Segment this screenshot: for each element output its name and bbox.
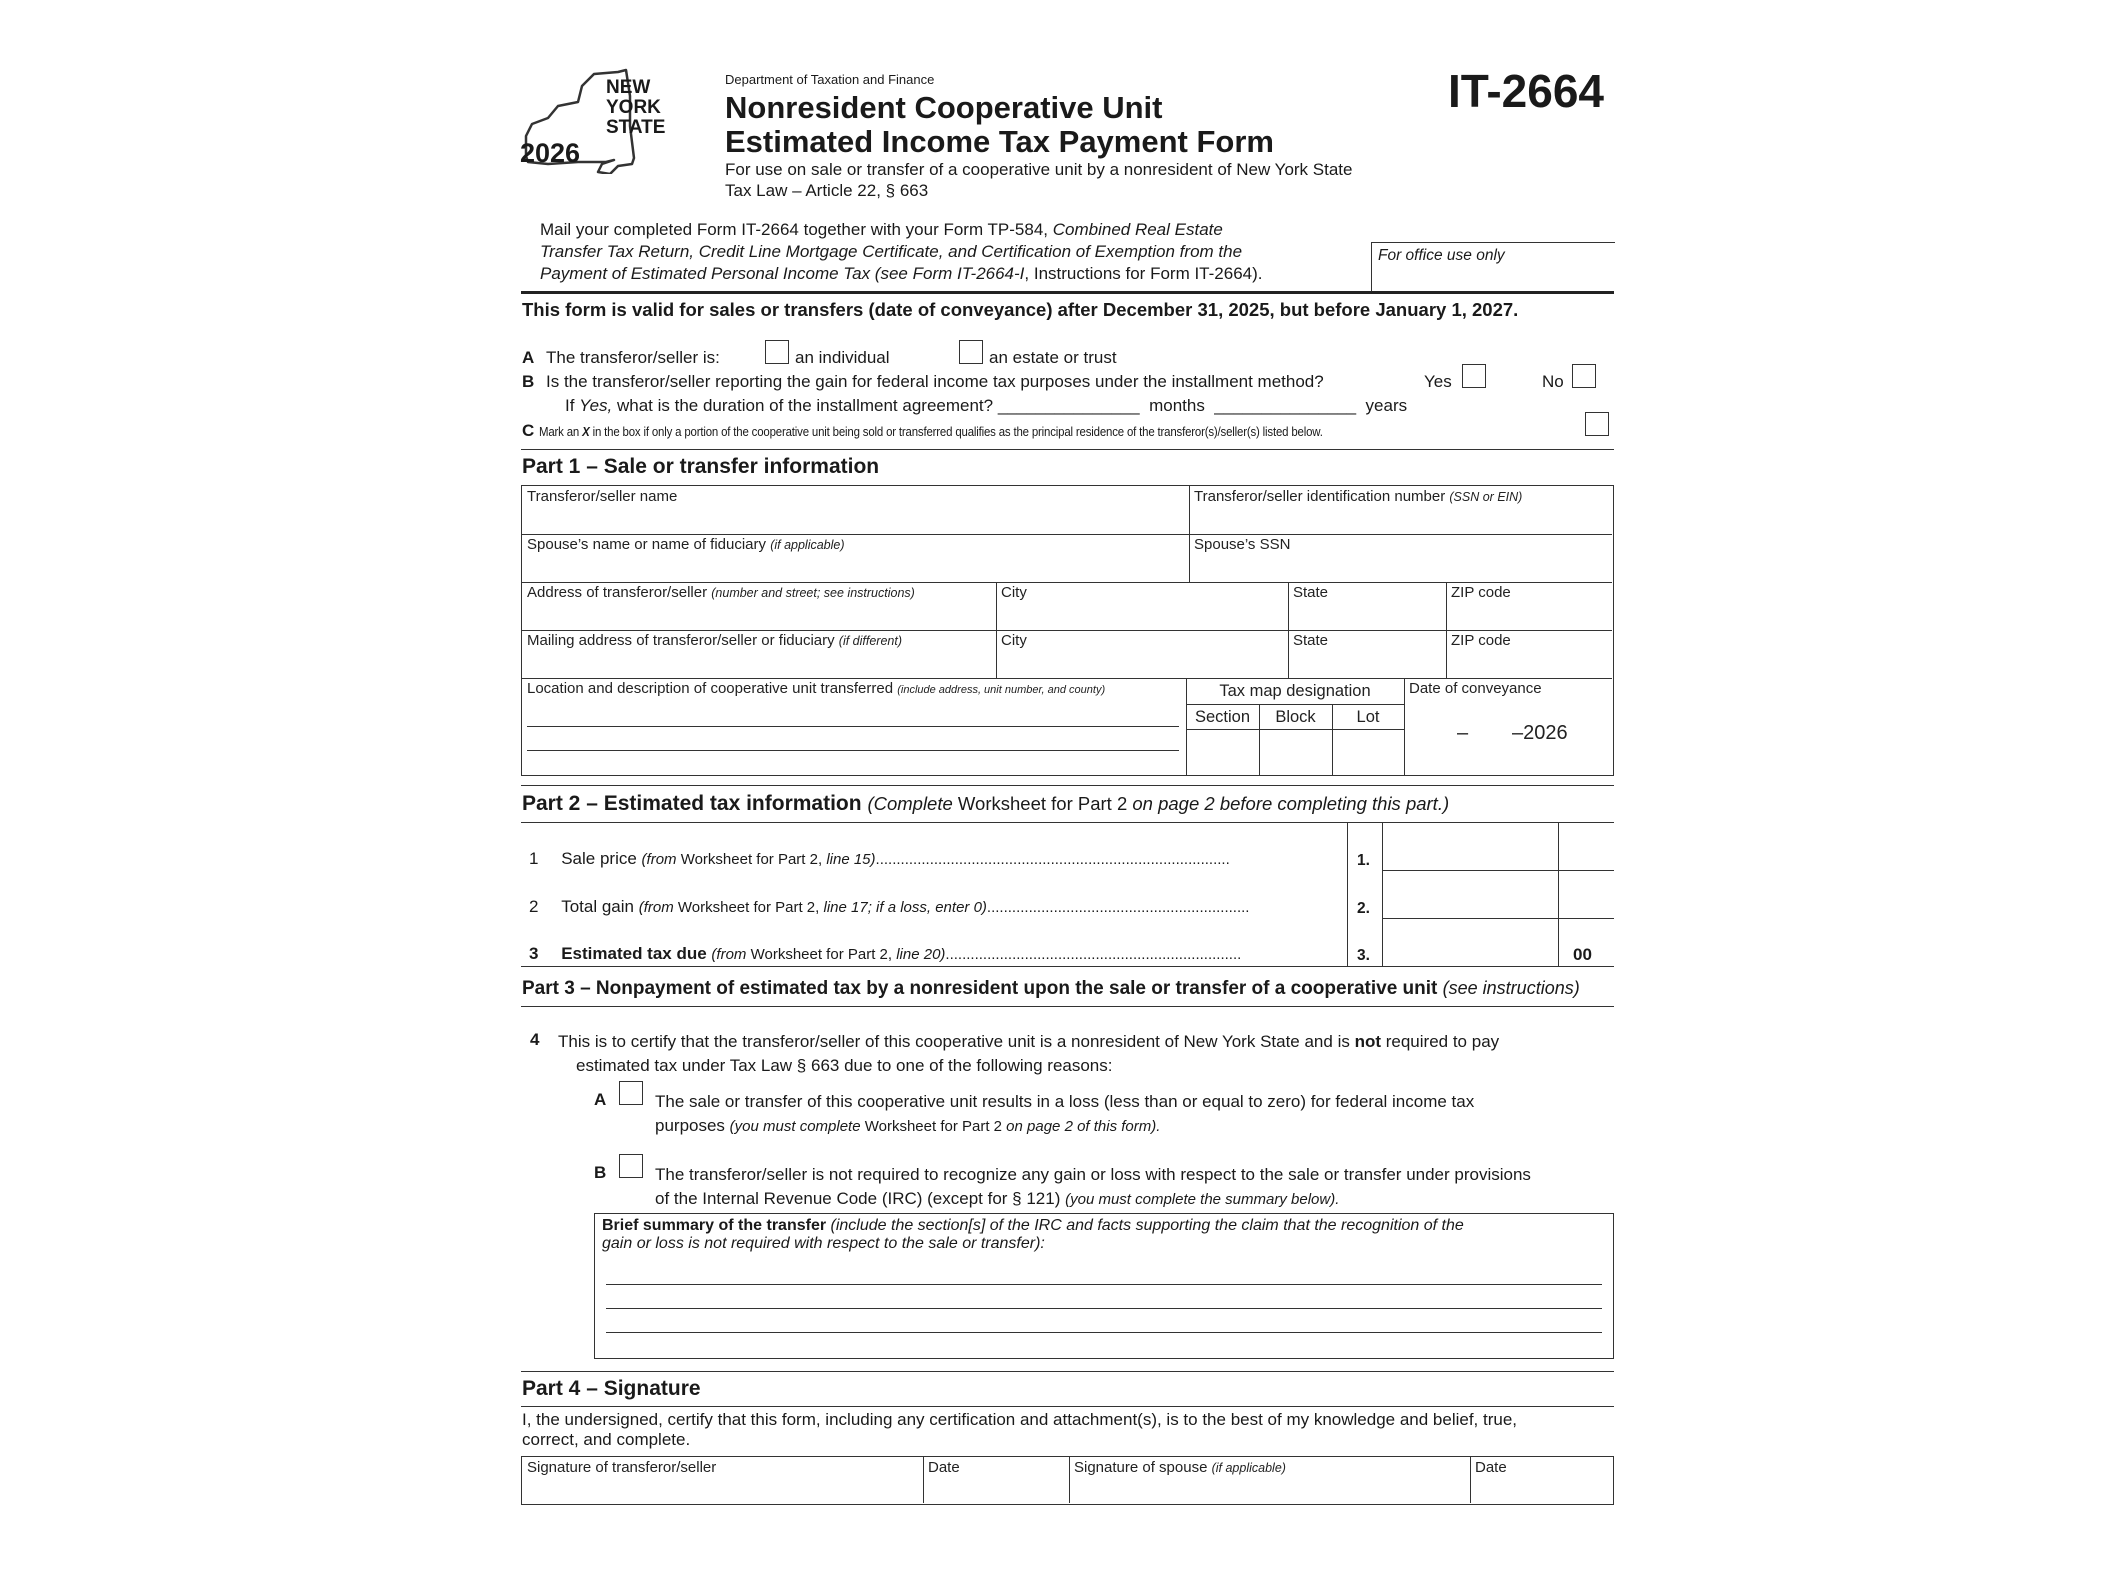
- line2-number: 2: [529, 897, 539, 916]
- form-subtitle2: Tax Law – Article 22, § 663: [725, 181, 929, 200]
- line3-row: 3 Estimated tax due (from Worksheet for Part 2, line 20).......................................................................: [529, 944, 1242, 963]
- section-label: Section: [1194, 708, 1251, 726]
- form-subtitle1: For use on sale or transfer of a cooperative unit by a nonresident of New York State: [725, 160, 1353, 179]
- option-b-letter: B: [594, 1163, 607, 1182]
- zip-label: ZIP code: [1451, 584, 1511, 601]
- spouse-signature-input[interactable]: [1072, 1477, 1467, 1501]
- location-line-1[interactable]: [527, 726, 1179, 727]
- part1-top-rule: [521, 449, 1614, 450]
- form-title-line1: Nonresident Cooperative Unit: [725, 90, 1163, 125]
- line2-row: 2 Total gain (from Worksheet for Part 2, line 17; if a loss, enter 0)...............................................................: [529, 897, 1250, 916]
- office-use-box: [1371, 242, 1615, 291]
- seller-signature-label: Signature of transferor/seller: [527, 1459, 717, 1476]
- summary-box: [594, 1213, 1614, 1359]
- line4-text: This is to certify that the transferor/seller of this cooperative unit is a nonresident of New York State and is not required to pay estimated tax under Tax Law § 663 due to one of the following reasons:: [558, 1032, 1500, 1075]
- part2-lines: [521, 823, 1614, 967]
- block-input[interactable]: [1261, 731, 1331, 773]
- spouse-date-label: Date: [1475, 1459, 1507, 1476]
- line1-amount-input[interactable]: [1384, 825, 1556, 869]
- line1-row: 1 Sale price (from Worksheet for Part 2, line 15).....................................................................................: [529, 849, 1230, 868]
- department-name: Department of Taxation and Finance: [725, 72, 935, 87]
- mailing-state-input[interactable]: [1291, 652, 1443, 676]
- mailing-zip-input[interactable]: [1449, 652, 1610, 676]
- line1-number: 1: [529, 849, 539, 868]
- seller-id-label: Transferor/seller identification number (SSN or EIN): [1194, 488, 1523, 505]
- certification-text: I, the undersigned, certify that this form, including any certification and attachment(s), is to the best of my knowledge and belief, true, correct, and complete.: [522, 1410, 1518, 1449]
- part3-title: Part 3 – Nonpayment of estimated tax by a nonresident upon the sale or transfer of a cooperative unit (see instructions): [522, 978, 1580, 999]
- option-a-letter: A: [594, 1090, 607, 1109]
- question-c: C Mark an X in the box if only a portion of the cooperative unit being sold or transferred qualifies as the principal residence of the transferor(s)/seller(s) listed below.: [522, 421, 1323, 440]
- section-input[interactable]: [1188, 731, 1258, 773]
- installment-yes-label: Yes: [1424, 372, 1452, 391]
- seller-name-label: Transferor/seller name: [527, 488, 678, 505]
- lot-input[interactable]: [1334, 731, 1403, 773]
- line3-amount-input[interactable]: [1384, 920, 1556, 964]
- date-year[interactable]: –2026: [1512, 722, 1568, 744]
- line3-number: 3: [529, 944, 539, 963]
- seller-name-input[interactable]: [524, 506, 1184, 532]
- question-b-letter: B: [522, 372, 535, 391]
- line1-box-number: 1.: [1357, 852, 1370, 869]
- line4-number: 4: [530, 1030, 540, 1049]
- installment-duration: If Yes, what is the duration of the installment agreement? _______________ months _______________ years: [565, 396, 1408, 415]
- individual-checkbox[interactable]: [765, 340, 789, 364]
- line3-cents: 00: [1573, 945, 1592, 964]
- option-a-checkbox[interactable]: [619, 1081, 643, 1105]
- part4-top-rule: [521, 1371, 1614, 1372]
- installment-no-label: No: [1542, 372, 1564, 391]
- form-number: IT-2664: [1448, 65, 1604, 117]
- part4-title: Part 4 – Signature: [522, 1377, 701, 1400]
- mailing-address-label: Mailing address of transferor/seller or fiduciary (if different): [527, 632, 903, 649]
- estate-trust-label: an estate or trust: [989, 348, 1117, 367]
- mailing-city-label: City: [1001, 632, 1027, 649]
- summary-line-3[interactable]: [606, 1332, 1602, 1333]
- address-input[interactable]: [524, 604, 992, 628]
- mailing-state-label: State: [1293, 632, 1329, 649]
- part4-header-rule: [521, 1406, 1614, 1407]
- estate-trust-checkbox[interactable]: [959, 340, 983, 364]
- mail-instructions: Mail your completed Form IT-2664 together with your Form TP-584, Combined Real Estate Transfer Tax Return, Credit Line Mortgage Certificate, and Certification of Exemption from the Payment of Estimated Personal Income Tax (see Form IT-2664-I, Instructions for Form IT-2664).: [540, 220, 1263, 283]
- line2-box-number: 2.: [1357, 900, 1370, 917]
- summary-label: Brief summary of the transfer (include the section[s] of the IRC and facts supporting the claim that the recognition of the gain or loss is not required with respect to the sale or transfer):: [602, 1217, 1464, 1252]
- spouse-name-label: Spouse’s name or name of fiduciary (if applicable): [527, 536, 845, 553]
- date-conveyance-label: Date of conveyance: [1409, 680, 1542, 697]
- city-input[interactable]: [999, 604, 1285, 628]
- date-dash: –: [1457, 722, 1469, 744]
- spouse-ssn-label: Spouse’s SSN: [1194, 536, 1291, 553]
- spouse-date-input[interactable]: [1473, 1477, 1610, 1501]
- spouse-ssn-input[interactable]: [1192, 554, 1610, 580]
- location-line-2[interactable]: [527, 750, 1179, 751]
- logo-text: NEW YORK STATE: [606, 77, 666, 138]
- principal-residence-checkbox[interactable]: [1585, 412, 1609, 436]
- mailing-city-input[interactable]: [999, 652, 1285, 676]
- spouse-signature-label: Signature of spouse (if applicable): [1074, 1459, 1286, 1476]
- address-label: Address of transferor/seller (number and street; see instructions): [527, 584, 915, 601]
- header-divider: [521, 291, 1614, 294]
- line2-amount-input[interactable]: [1384, 872, 1556, 916]
- city-label: City: [1001, 584, 1027, 601]
- summary-line-2[interactable]: [606, 1308, 1602, 1309]
- installment-no-checkbox[interactable]: [1572, 364, 1596, 388]
- mailing-zip-label: ZIP code: [1451, 632, 1511, 649]
- seller-date-label: Date: [928, 1459, 960, 1476]
- line3-box-number: 3.: [1357, 947, 1370, 964]
- option-a-text: The sale or transfer of this cooperative unit results in a loss (less than or equal to zero) for federal income tax purposes (you must complete Worksheet for Part 2 on page 2 of this form).: [655, 1092, 1475, 1135]
- state-input[interactable]: [1291, 604, 1443, 628]
- location-label: Location and description of cooperative unit transferred (include address, unit number, and county): [527, 680, 1106, 697]
- office-use-label: For office use only: [1378, 247, 1505, 264]
- lot-label: Lot: [1356, 708, 1380, 726]
- spouse-name-input[interactable]: [524, 554, 1184, 580]
- block-label: Block: [1275, 708, 1316, 726]
- tax-map-label: Tax map designation: [1219, 682, 1371, 700]
- question-b-text: Is the transferor/seller reporting the gain for federal income tax purposes under the installment method?: [546, 372, 1324, 391]
- part2-top-rule: [521, 785, 1614, 786]
- state-label: State: [1293, 584, 1329, 601]
- mailing-address-input[interactable]: [524, 652, 992, 676]
- form-title-line2: Estimated Income Tax Payment Form: [725, 124, 1274, 159]
- part2-title: Part 2 – Estimated tax information (Complete Worksheet for Part 2 on page 2 before completing this part.): [522, 792, 1450, 815]
- seller-date-input[interactable]: [926, 1477, 1066, 1501]
- seller-id-input[interactable]: [1192, 506, 1610, 532]
- valid-notice: This form is valid for sales or transfers (date of conveyance) after December 31, 2025, but before January 1, 2027.: [522, 299, 1519, 320]
- zip-input[interactable]: [1449, 604, 1610, 628]
- signature-table: [521, 1456, 1614, 1505]
- form-year: 2026: [520, 138, 581, 168]
- question-a-text: The transferor/seller is:: [546, 348, 720, 367]
- option-b-checkbox[interactable]: [619, 1154, 643, 1178]
- seller-signature-input[interactable]: [524, 1477, 920, 1501]
- installment-yes-checkbox[interactable]: [1462, 364, 1486, 388]
- summary-line-1[interactable]: [606, 1284, 1602, 1285]
- option-b-text: The transferor/seller is not required to recognize any gain or loss with respect to the sale or transfer under provisions of the Internal Revenue Code (IRC) (except for § 121) (you must complete the summary below).: [655, 1165, 1531, 1208]
- part1-title: Part 1 – Sale or transfer information: [522, 455, 880, 478]
- part3-header-rule: [521, 1006, 1614, 1007]
- part1-table: [521, 485, 1614, 776]
- individual-label: an individual: [795, 348, 890, 367]
- question-a-letter: A: [522, 348, 535, 367]
